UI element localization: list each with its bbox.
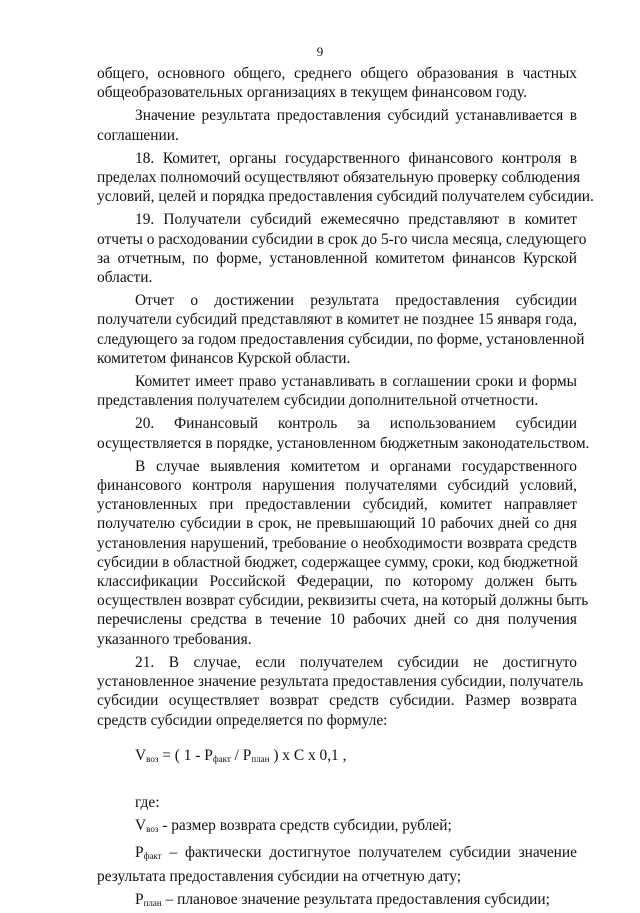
paragraph-18: 18. Комитет, органы государственного финансового контроля в пределах полномочий осуществляют обязательную проверку соблюдения условий, целей и порядка предоставления субсидий получателем субсидии. — [97, 149, 594, 206]
page-number: 9 — [316, 44, 324, 59]
paragraph-violation: В случае выявления комитетом и органами государственного финансового контроля нарушения получателями субсидий условий, установленных при предоставлении субсидий, комитет направляет получателю субсидии в срок, не превышающий 10 рабочих дней со дня установления нарушений, требование о необходимости возврата средств субсидии в областной бюджет, содержащее сумму, сроки, код бюджетной классификации Российской Федерации, по которому должен быть осуществлен возврат субсидии, реквизиты счета, на который должны быть перечислены средства в течение 10 рабочих дней со дня получения указанного требования. — [97, 457, 589, 648]
definition-p-fakt: $P_{факт}$ – фактически достигнутое получателем субсидии значение результата предоставления субсидии на отчетную дату; — [97, 844, 577, 885]
where-label: где: — [135, 793, 160, 811]
paragraph-report-result: Отчет о достижении результата предоставления субсидии получатели субсидий представляют в комитет не позднее 15 января года, следующего за годом предоставления субсидии, по форме, установленной комитетом финансов Курской области. — [97, 292, 585, 367]
paragraph-21: 21. В случае, если получателем субсидии не достигнуто установленное значение результата предоставления субсидии, получатель субсидии осуществляет возврат средств субсидии. Размер возврата средств субсидии определяется по формуле: — [97, 653, 584, 729]
refund-formula: $V_{воз}$ = ( $1 - P_{факт} / P_{план}$ ) x C x 0,1 , — [135, 746, 347, 764]
definition-v-voz: $V_{воз}$ - размер возврата средств субсидии, рублей; — [135, 817, 452, 835]
paragraph-committee-right: Комитет имеет право устанавливать в соглашении сроки и формы представления получателем субсидии дополнительной отчетности. — [97, 373, 577, 410]
definition-p-plan: $P_{план}$ – плановое значение результата предоставления субсидии; — [135, 890, 550, 908]
paragraph-20: 20. Финансовый контроль за использованием субсидии осуществляется в порядке, установленном бюджетным законодательством. — [97, 415, 590, 452]
paragraph-19: 19. Получатели субсидий ежемесячно представляют в комитет отчеты о расходовании субсидии в срок до 5-го числа месяца, следующего за отчетным, по форме, установленной комитетом финансов Курской области. — [97, 211, 587, 287]
paragraph-continuation: общего, основного общего, среднего общего образования в частных общеобразовательных организациях в текущем финансовом году. — [97, 65, 577, 102]
document-body — [97, 64, 594, 913]
paragraph-result-value: Значение результата предоставления субсидий устанавливается в соглашении. — [97, 107, 577, 144]
